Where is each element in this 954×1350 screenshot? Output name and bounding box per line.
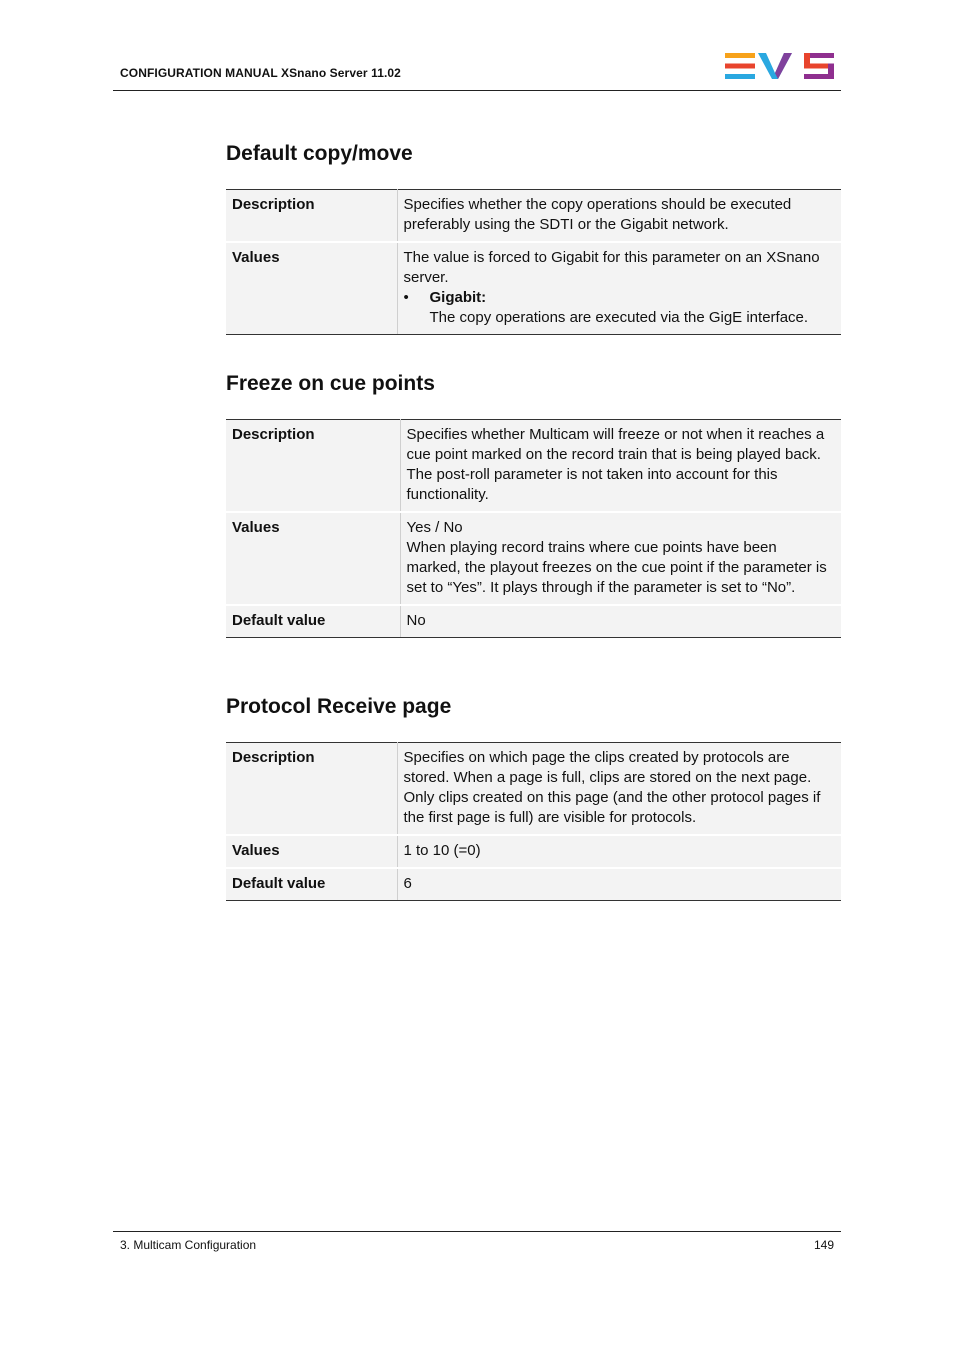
bullet-item	[404, 288, 836, 328]
value-line: Specifies whether the copy operations should be executed preferably using the SDTI or the Gigabit network.	[403, 196, 792, 233]
value-line: Specifies on which page the clips created by protocols are stored. When a page is full, clips are stored on the next page. Only clips created on this page (and the other protocol pages if the first page is full) are visible for protocols.	[403, 749, 821, 826]
table-default-copy-move	[226, 189, 841, 335]
header-divider	[113, 90, 841, 91]
table-row	[226, 868, 841, 901]
value-line: When playing record trains where cue points have been marked, the playout freezes on the cue point if the parameter is set to “Yes”. It plays through if the parameter is set to “No”.	[406, 539, 827, 596]
value-line: Specifies whether Multicam will freeze or not when it reaches a cue point marked on the record train that is being played back.	[406, 426, 825, 463]
table-protocol-receive-page	[226, 742, 841, 901]
table-row	[226, 242, 841, 335]
row-value	[397, 868, 841, 901]
row-value	[397, 190, 841, 243]
table-row	[226, 190, 841, 243]
row-value	[400, 420, 841, 513]
value-line: No	[406, 612, 426, 629]
document-title: CONFIGURATION MANUAL XSnano Server 11.02	[120, 66, 401, 80]
table-row	[226, 835, 841, 868]
row-value	[397, 835, 841, 868]
value-line: 1 to 10 (=0)	[403, 842, 481, 859]
row-label: Values	[226, 242, 397, 335]
row-label: Default value	[226, 868, 397, 901]
value-line: Yes / No	[406, 519, 463, 536]
page-number: 149	[813, 1238, 834, 1252]
section-title-protocol-receive-page: Protocol Receive page	[226, 695, 452, 718]
bullet-text: The copy operations are executed via the GigE interface.	[429, 309, 809, 326]
bullet-term: Gigabit:	[429, 289, 487, 306]
row-label: Description	[226, 420, 400, 513]
row-value	[400, 512, 841, 605]
row-label: Values	[226, 512, 400, 605]
row-label: Default value	[226, 605, 400, 638]
value-line: The post-roll parameter is not taken into account for this functionality.	[406, 466, 778, 503]
section-title-freeze-on-cue-points: Freeze on cue points	[226, 372, 435, 395]
value-line: The value is forced to Gigabit for this parameter on an XSnano server.	[403, 249, 820, 286]
row-label: Values	[226, 835, 397, 868]
row-label: Description	[226, 743, 397, 836]
section-title-default-copy-move: Default copy/move	[226, 142, 413, 165]
row-value	[400, 605, 841, 638]
table-freeze-on-cue-points	[226, 419, 841, 638]
bullet-icon: •	[403, 289, 409, 306]
footer-divider	[113, 1231, 841, 1232]
table-row	[226, 512, 841, 605]
row-value	[397, 743, 841, 836]
evs-logo	[725, 51, 835, 81]
row-label: Description	[226, 190, 397, 243]
chapter-label: 3. Multicam Configuration	[120, 1238, 257, 1252]
value-line: 6	[403, 875, 412, 892]
table-row	[226, 605, 841, 638]
row-value	[397, 242, 841, 335]
table-row	[226, 743, 841, 836]
table-row	[226, 420, 841, 513]
